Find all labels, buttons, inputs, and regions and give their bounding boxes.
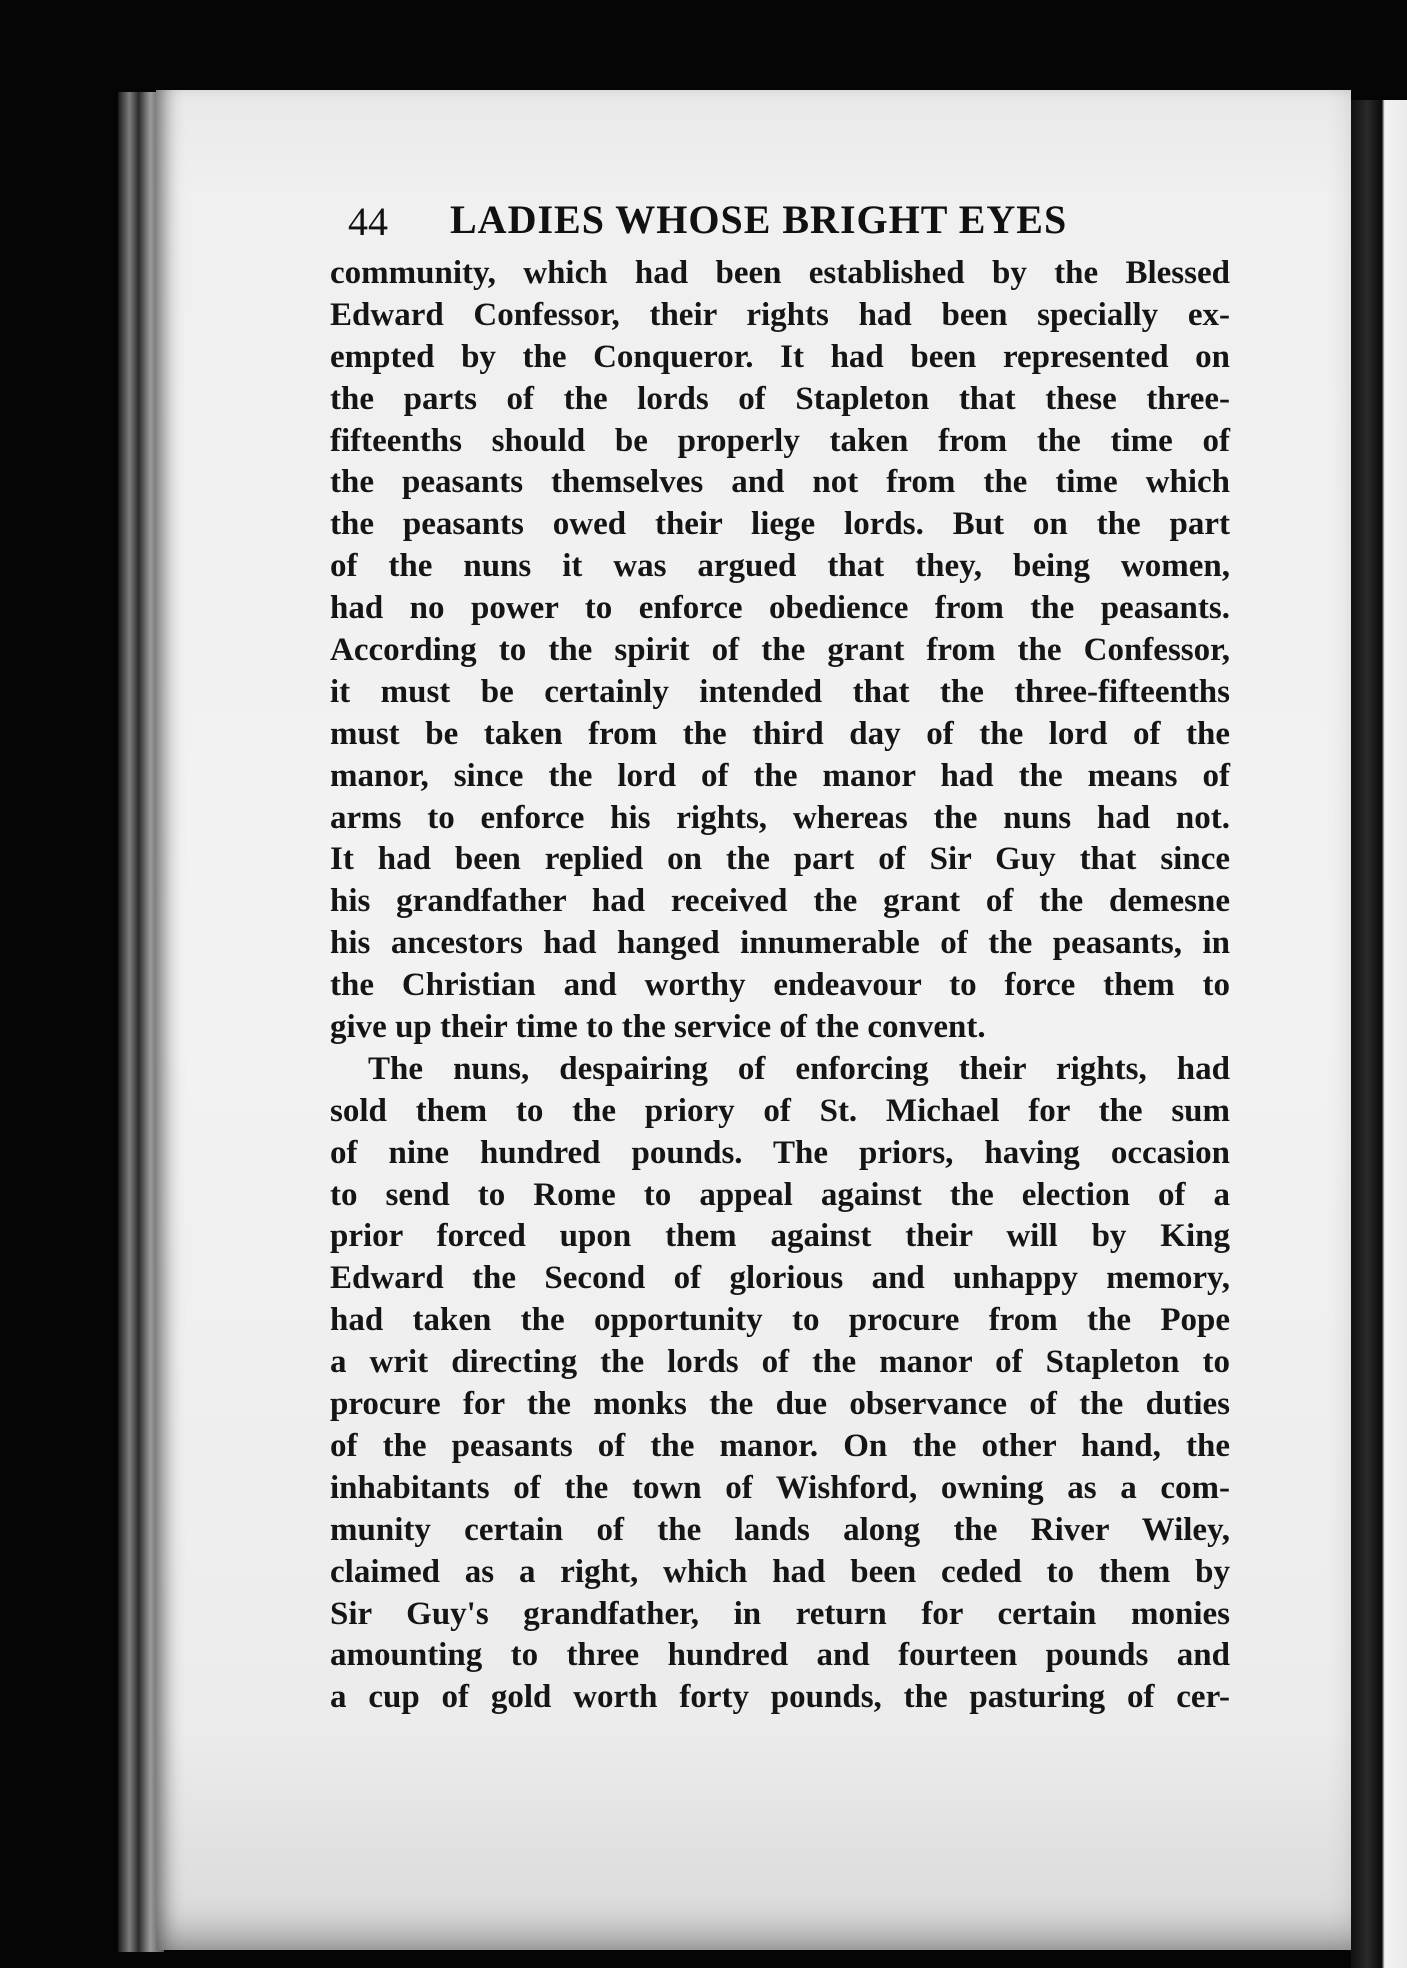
text-line: It had been replied on the part of Sir Guy that since (330, 841, 1230, 878)
book-binding-right (1351, 100, 1407, 1968)
text-line: amounting to three hundred and fourteen pounds and (330, 1637, 1230, 1674)
text-line: procure for the monks the due observance of the duties (330, 1386, 1230, 1423)
text-line: a writ directing the lords of the manor of Stapleton to (330, 1344, 1230, 1381)
text-line: to send to Rome to appeal against the election of a (330, 1176, 1230, 1213)
page-number: 44 (348, 199, 388, 244)
page-header (348, 196, 1128, 244)
text-line: Edward Confessor, their rights had been specially ex- (330, 296, 1230, 333)
text-line: Edward the Second of glorious and unhappy memory, (330, 1260, 1230, 1297)
text-line: arms to enforce his rights, whereas the nuns had not. (330, 799, 1230, 836)
text-line: According to the spirit of the grant from the Confessor, (330, 632, 1230, 669)
text-line: the peasants themselves and not from the time which (330, 464, 1230, 501)
text-line: of the nuns it was argued that they, being women, (330, 548, 1230, 585)
text-line: prior forced upon them against their will by King (330, 1218, 1230, 1255)
text-line: must be taken from the third day of the lord of the (330, 715, 1230, 752)
text-line: claimed as a right, which had been ceded to them by (330, 1553, 1230, 1590)
text-line: the Christian and worthy endeavour to force them to (330, 967, 1230, 1004)
text-line: sold them to the priory of St. Michael for the sum (330, 1092, 1230, 1129)
text-line: The nuns, despairing of enforcing their rights, had (368, 1050, 1230, 1087)
text-line: give up their time to the service of the convent. (330, 1009, 986, 1046)
text-line: had no power to enforce obedience from the peasants. (330, 590, 1230, 627)
text-line: Sir Guy's grandfather, in return for certain monies (330, 1595, 1230, 1632)
text-line: his grandfather had received the grant of the demesne (330, 883, 1230, 920)
text-line: his ancestors had hanged innumerable of the peasants, in (330, 925, 1230, 962)
text-line: munity certain of the lands along the River Wiley, (330, 1511, 1230, 1548)
text-line: of nine hundred pounds. The priors, having occasion (330, 1134, 1230, 1171)
body-text (330, 253, 1230, 1719)
text-line: community, which had been established by the Blessed (330, 255, 1230, 291)
text-line: of the peasants of the manor. On the other hand, the (330, 1427, 1230, 1464)
text-line: the parts of the lords of Stapleton that these three- (330, 380, 1230, 417)
text-line: the peasants owed their liege lords. But on the part (330, 506, 1230, 543)
text-line: a cup of gold worth forty pounds, the pasturing of cer- (330, 1679, 1230, 1716)
text-line: it must be certainly intended that the three-fifteenths (330, 673, 1230, 710)
text-line: empted by the Conqueror. It had been represented on (330, 338, 1230, 375)
text-line: inhabitants of the town of Wishford, owning as a com- (330, 1469, 1230, 1506)
text-line: manor, since the lord of the manor had the means of (330, 757, 1230, 794)
text-line: had taken the opportunity to procure from the Pope (330, 1302, 1230, 1339)
running-title: LADIES WHOSE BRIGHT EYES (450, 197, 1068, 242)
text-line: fifteenths should be properly taken from the time of (330, 422, 1230, 459)
